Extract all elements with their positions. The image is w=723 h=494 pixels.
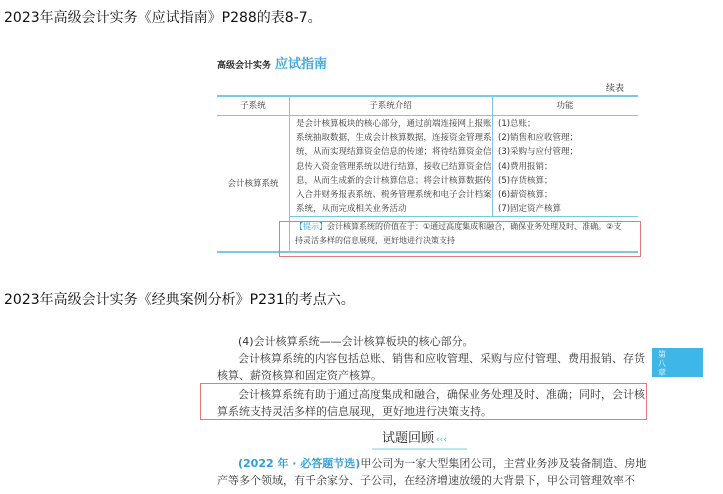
paragraph-line: (4)会计核算系统——会计核算板块的核心部分。 [238, 335, 474, 348]
intro-line: 息，从而生成新的会计核算信息；将会计核算数据传 [296, 175, 492, 186]
paragraph-line: 会计核算系统的内容包括总账、销售和应收管理、采购与应付管理、费用报销、存货 [238, 352, 645, 365]
intro-line: 入合并财务报表系统、税务管理系统和电子会计档案 [296, 190, 492, 201]
question-text: 甲公司为一家大型集团公司，主营业务涉及装备制造、房地 [360, 457, 647, 470]
function-item: (5)存货核算； [498, 175, 553, 186]
subsystem-cell: 会计核算系统 [227, 179, 279, 189]
question-line [238, 455, 646, 472]
book-header [217, 53, 327, 72]
highlight-box [279, 221, 641, 257]
intro-line: 系统抽取数据，生成会计核算数据，连接资金管理系 [296, 133, 492, 144]
tip-line: 会计核算系统的价值在于：①通过高度集成和融合，确保业务处理及时、准确。②支 [327, 222, 622, 231]
tip-line: 持灵活多样的信息展现，更好地进行决策支持 [295, 236, 455, 245]
function-item: (1)总账； [498, 119, 536, 129]
paragraph-line: 会计核算系统有助于通过高度集成和融合，确保业务处理及时、准确；同时，会计核 [238, 388, 645, 401]
caption-1: 2023年高级会计实务《应试指南》P288的表8-7。 [4, 10, 322, 26]
function-item: (3)采购与应付管理； [498, 147, 579, 158]
intro-line: 是会计核算板块的核心部分，通过前端连接网上报账 [296, 119, 492, 129]
caption-2: 2023年高级会计实务《经典案例分析》P231的考点六。 [4, 292, 355, 308]
intro-cell [296, 117, 492, 216]
function-item: (7)固定资产核算 [498, 204, 562, 215]
section-heading [372, 427, 467, 450]
paragraph-line: 算系统支持灵活多样的信息展现，更好地进行决策支持。 [217, 405, 492, 418]
functions-cell [498, 117, 578, 216]
divider [217, 95, 638, 97]
intro-line: 息传入资金管理系统以进行结算，接收已结算资金信 [296, 161, 492, 172]
col-header: 子系统介绍 [369, 101, 412, 111]
function-item: (2)销售和应收管理； [498, 133, 579, 144]
col-header: 子系统 [240, 101, 266, 111]
question-line: 产等多个领域，有千余家分、子公司，在经济增速放缓的大背景下，甲公司管理效率不 [217, 474, 635, 487]
continued-label: 续表 [606, 84, 625, 94]
header-title: 应试指南 [275, 57, 328, 72]
col-header: 功能 [556, 101, 574, 111]
question-tag: (2022 年 · 必答题节选) [238, 457, 361, 470]
function-item: (6)薪资核算； [498, 190, 553, 201]
function-item: (4)费用报销； [498, 161, 553, 172]
paragraph-line: 核算、薪资核算和固定资产核算。 [217, 369, 382, 382]
chevrons-icon: ‹‹‹ [436, 435, 447, 445]
section-title: 试题回顾 [382, 431, 435, 446]
intro-line: 系统，从而完成相关业务活动 [296, 204, 407, 215]
tip-label: 【提示】 [295, 222, 327, 231]
highlight-box [200, 383, 647, 420]
intro-line: 统，从而实现结算资金信息的传递；将待结算资金信 [296, 147, 492, 158]
divider [217, 115, 638, 116]
chapter-tab: 第八章 [652, 348, 703, 377]
header-text: 高级会计实务 [217, 61, 272, 71]
